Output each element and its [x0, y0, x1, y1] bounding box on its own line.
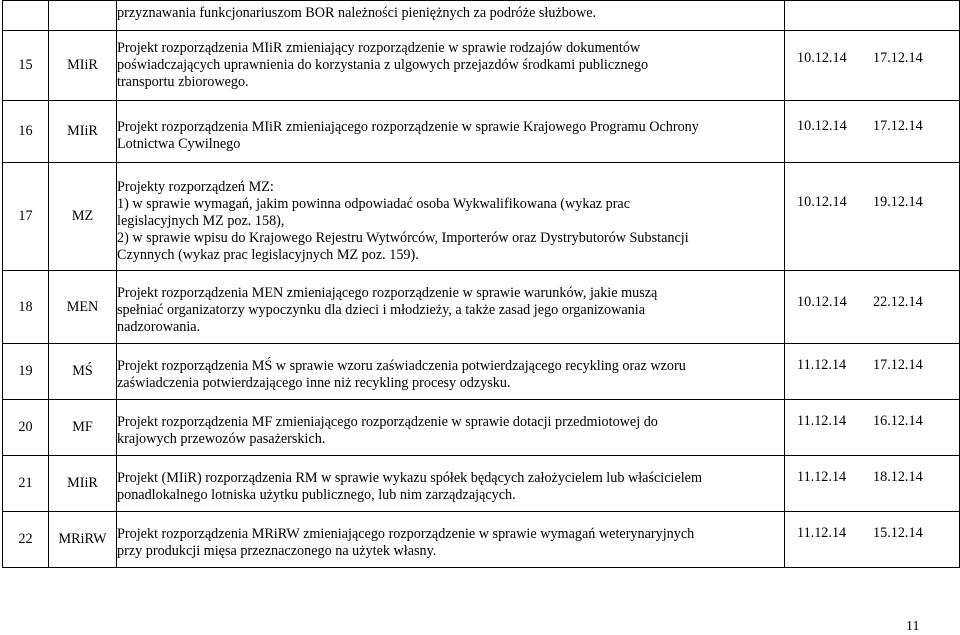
- table-row: [3, 400, 960, 456]
- row-dates: [785, 163, 960, 271]
- table-row: [3, 163, 960, 271]
- num-cell: [3, 1, 49, 31]
- description-line: krajowych przewozów pasażerskich.: [117, 431, 326, 447]
- table-row: [3, 271, 960, 344]
- date-to: 22.12.14: [873, 293, 923, 310]
- description-line: Czynnych (wykaz prac legislacyjnych MZ poz. 159).: [117, 247, 419, 263]
- description-line: ponadlokalnego lotniska użytku publicznego, lub nim zarządzających.: [117, 487, 516, 503]
- table-row: [3, 344, 960, 400]
- date-to: 19.12.14: [873, 194, 923, 210]
- description-cell: [117, 1, 785, 31]
- description-line: poświadczających uprawnienia do korzystania z ulgowych przejazdów środkami publicznego: [117, 57, 649, 73]
- date-from: 11.12.14: [797, 525, 847, 541]
- row-dates: [785, 101, 960, 163]
- row-department: MŚ: [49, 344, 117, 400]
- description-line: Projekt rozporządzenia MF zmieniającego rozporządzenie w sprawie dotacji przedmiotowej do: [117, 414, 658, 430]
- description-line: Lotnictwa Cywilnego: [117, 135, 241, 152]
- row-number: 15: [3, 31, 49, 101]
- description-line: spełniać organizatorzy wypoczynku dla dzieci i młodzieży, a także zasad jego organizowania: [117, 301, 645, 318]
- description-line: 2) w sprawie wpisu do Krajowego Rejestru Wytwórców, Importerów oraz Dystrybutorów Substancji: [117, 230, 689, 246]
- date-from: 11.12.14: [797, 413, 847, 429]
- date-to: 17.12.14: [873, 117, 923, 134]
- table-row-continuation: [3, 1, 960, 31]
- date-from: 11.12.14: [797, 469, 847, 485]
- page-number: 11: [906, 619, 920, 634]
- date-to: 17.12.14: [873, 357, 923, 373]
- row-number: 18: [3, 271, 49, 344]
- row-description: [117, 344, 785, 400]
- row-department: MIiR: [49, 101, 117, 163]
- row-number: 19: [3, 344, 49, 400]
- description-line: nadzorowania.: [117, 318, 201, 335]
- row-department: MIiR: [49, 456, 117, 512]
- row-number: 17: [3, 163, 49, 271]
- row-description: [117, 31, 785, 101]
- date-to: 17.12.14: [873, 50, 923, 66]
- description-line: transportu zbiorowego.: [117, 74, 249, 90]
- date-from: 10.12.14: [797, 194, 847, 210]
- table-row: [3, 101, 960, 163]
- document-table: [2, 0, 960, 568]
- description-line: Projekt rozporządzenia MEN zmieniającego rozporządzenie w sprawie warunków, jakie muszą: [117, 284, 658, 301]
- row-department: MIiR: [49, 31, 117, 101]
- table-row: [3, 456, 960, 512]
- description-text: przyznawania funkcjonariuszom BOR należności pieniężnych za podróże służbowe.: [117, 5, 597, 21]
- row-number: 16: [3, 101, 49, 163]
- row-department: MZ: [49, 163, 117, 271]
- description-line: Projekt rozporządzenia MIiR zmieniający rozporządzenie w sprawie rodzajów dokumentów: [117, 40, 641, 56]
- row-department: MRiRW: [49, 512, 117, 568]
- description-line: Projekt rozporządzenia MRiRW zmieniającego rozporządzenie w sprawie wymagań weterynaryjnych: [117, 526, 695, 542]
- description-line: zaświadczenia potwierdzającego inne niż recykling procesy odzysku.: [117, 375, 511, 391]
- row-dates: [785, 271, 960, 344]
- date-from: 10.12.14: [797, 50, 847, 66]
- row-description: [117, 512, 785, 568]
- row-number: 20: [3, 400, 49, 456]
- description-line: Projekt rozporządzenia MIiR zmieniającego rozporządzenie w sprawie Krajowego Programu Ochrony: [117, 118, 699, 135]
- description-line: 1) w sprawie wymagań, jakim powinna odpowiadać osoba Wykwalifikowana (wykaz prac: [117, 196, 631, 212]
- row-dates: [785, 456, 960, 512]
- table-row: [3, 512, 960, 568]
- row-dates: [785, 31, 960, 101]
- description-line: Projekt rozporządzenia MŚ w sprawie wzoru zaświadczenia potwierdzającego recykling oraz wzoru: [117, 358, 686, 374]
- row-description: [117, 400, 785, 456]
- row-number: 21: [3, 456, 49, 512]
- date-from: 10.12.14: [797, 117, 847, 134]
- description-line: legislacyjnych MZ poz. 158),: [117, 213, 285, 229]
- description-line: przy produkcji mięsa przeznaczonego na użytek własny.: [117, 543, 437, 559]
- row-description: [117, 163, 785, 271]
- row-description: [117, 101, 785, 163]
- row-description: [117, 456, 785, 512]
- dept-cell: [49, 1, 117, 31]
- row-department: MEN: [49, 271, 117, 344]
- row-description: [117, 271, 785, 344]
- date-to: 15.12.14: [873, 525, 923, 541]
- row-department: MF: [49, 400, 117, 456]
- date-from: 10.12.14: [797, 293, 847, 310]
- table-row: [3, 31, 960, 101]
- row-dates: [785, 400, 960, 456]
- date-from: 11.12.14: [797, 357, 847, 373]
- date-to: 16.12.14: [873, 413, 923, 429]
- row-dates: [785, 512, 960, 568]
- description-line: Projekt (MIiR) rozporządzenia RM w sprawie wykazu spółek będących założycielem lub właścicielem: [117, 470, 703, 486]
- row-number: 22: [3, 512, 49, 568]
- description-line: Projekty rozporządzeń MZ:: [117, 179, 274, 195]
- date-to: 18.12.14: [873, 469, 923, 485]
- row-dates: [785, 344, 960, 400]
- dates-cell: [785, 1, 960, 31]
